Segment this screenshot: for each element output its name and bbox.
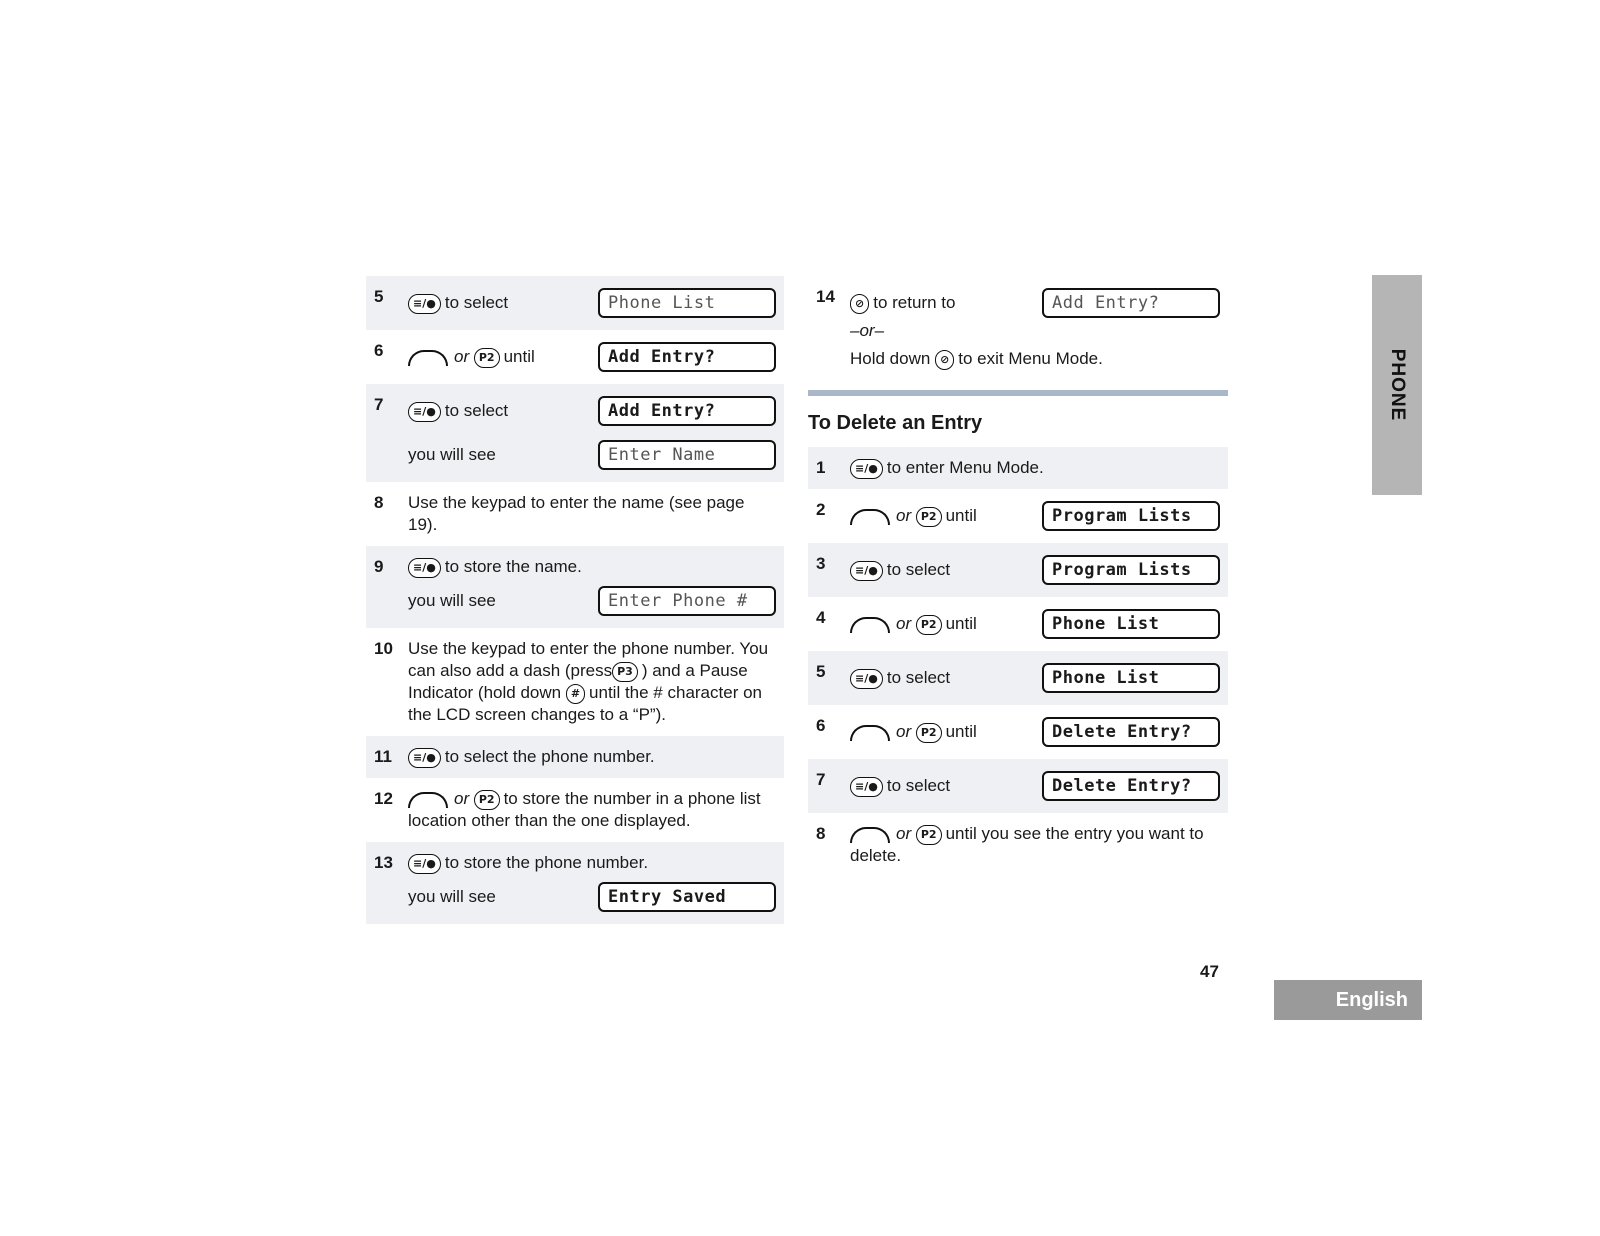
lcd-display: Phone List xyxy=(1042,609,1220,639)
p2-key-icon: P2 xyxy=(916,507,942,527)
step-text: to enter Menu Mode. xyxy=(886,458,1044,477)
step-10 xyxy=(366,628,784,736)
step-number: 5 xyxy=(374,287,384,306)
delete-step-7 xyxy=(808,759,1228,813)
step-13 xyxy=(366,842,784,924)
menu-key-icon: ≡/● xyxy=(850,777,883,797)
step-9 xyxy=(366,546,784,628)
menu-key-icon: ≡/● xyxy=(850,561,883,581)
step-text: to select xyxy=(886,560,951,579)
step-number: 6 xyxy=(374,341,384,360)
step-number: 2 xyxy=(816,500,826,519)
side-tab-label: PHONE xyxy=(1387,348,1408,422)
step-number: 8 xyxy=(374,493,384,512)
step-text: to select xyxy=(444,293,509,312)
lcd-display: Add Entry? xyxy=(598,396,776,426)
step-14 xyxy=(808,276,1228,380)
exit-key-icon: ⊘ xyxy=(850,294,869,314)
step-12 xyxy=(366,778,784,842)
section-side-tab xyxy=(1372,275,1422,495)
or-separator: –or– xyxy=(850,321,885,340)
delete-step-6 xyxy=(808,705,1228,759)
page-number: 47 xyxy=(1200,962,1219,981)
right-column xyxy=(808,276,1228,877)
step-text: to store the number in a phone list location other than the one displayed. xyxy=(408,789,761,830)
or-text: or xyxy=(896,614,912,633)
delete-step-8 xyxy=(808,813,1228,877)
menu-key-icon: ≡/● xyxy=(408,748,441,768)
step-text: to select xyxy=(444,401,509,420)
step-text: to select the phone number. xyxy=(444,747,655,766)
left-column xyxy=(366,276,784,924)
delete-step-4 xyxy=(808,597,1228,651)
step-7 xyxy=(366,384,784,482)
step-text: to return to xyxy=(873,293,956,312)
step-number: 1 xyxy=(816,458,826,477)
menu-key-icon: ≡/● xyxy=(408,854,441,874)
lcd-display: Enter Name xyxy=(598,440,776,470)
step-text-3: until the # character on the LCD screen changes to a “P”). xyxy=(408,683,762,724)
p2-key-icon: P2 xyxy=(474,790,500,810)
p2-key-icon: P2 xyxy=(916,825,942,845)
hash-key-icon: # xyxy=(566,684,585,704)
you-will-see-text: you will see xyxy=(408,591,496,610)
scroll-up-key-icon xyxy=(850,509,890,525)
hold-text-1: Hold down xyxy=(850,349,931,368)
p2-key-icon: P2 xyxy=(474,348,500,368)
you-will-see-text: you will see xyxy=(408,887,496,906)
or-text: or xyxy=(896,506,912,525)
step-8 xyxy=(366,482,784,546)
scroll-up-key-icon xyxy=(850,617,890,633)
step-number: 11 xyxy=(374,747,392,766)
step-number: 8 xyxy=(816,824,826,843)
step-number: 10 xyxy=(374,639,393,658)
lcd-display: Program Lists xyxy=(1042,501,1220,531)
or-text: or xyxy=(454,347,470,366)
lcd-display: Entry Saved xyxy=(598,882,776,912)
scroll-up-key-icon xyxy=(408,350,448,366)
language-tab: English xyxy=(1274,980,1422,1020)
scroll-up-key-icon xyxy=(850,725,890,741)
delete-step-3 xyxy=(808,543,1228,597)
step-number: 7 xyxy=(816,770,826,789)
step-text-2: ) and a Pause Indicator (hold down xyxy=(408,661,748,702)
step-text: to store the name. xyxy=(444,557,582,576)
menu-key-icon: ≡/● xyxy=(408,294,441,314)
step-number: 5 xyxy=(816,662,826,681)
step-text: Use the keypad to enter the name (see page 19). xyxy=(408,493,745,534)
scroll-up-key-icon xyxy=(850,827,890,843)
scroll-up-key-icon xyxy=(408,792,448,808)
step-5 xyxy=(366,276,784,330)
step-number: 3 xyxy=(816,554,826,573)
step-text-1: Use the keypad to enter the phone number. You can also add a dash (press xyxy=(408,639,769,680)
or-text: or xyxy=(454,789,470,808)
or-text: or xyxy=(896,722,912,741)
step-number: 12 xyxy=(374,789,393,808)
menu-key-icon: ≡/● xyxy=(408,402,441,422)
step-11 xyxy=(366,736,784,778)
step-text: until xyxy=(945,722,977,741)
or-text: or xyxy=(896,824,912,843)
you-will-see-text: you will see xyxy=(408,445,496,464)
p3-key-icon: P3 xyxy=(612,662,638,682)
lcd-display: Add Entry? xyxy=(598,342,776,372)
p2-key-icon: P2 xyxy=(916,723,942,743)
hold-text-2: to exit Menu Mode. xyxy=(958,349,1103,368)
delete-step-1 xyxy=(808,447,1228,489)
lcd-display: Add Entry? xyxy=(1042,288,1220,318)
delete-step-5 xyxy=(808,651,1228,705)
menu-key-icon: ≡/● xyxy=(408,558,441,578)
delete-step-2 xyxy=(808,489,1228,543)
step-text: until xyxy=(945,614,977,633)
step-text: until you see the entry you want to delete. xyxy=(850,824,1204,865)
lcd-display: Delete Entry? xyxy=(1042,717,1220,747)
step-number: 9 xyxy=(374,557,384,576)
section-heading: To Delete an Entry xyxy=(808,412,983,434)
step-number: 7 xyxy=(374,395,384,414)
lcd-display: Enter Phone # xyxy=(598,586,776,616)
step-number: 6 xyxy=(816,716,826,735)
step-text: until xyxy=(503,347,535,366)
step-6 xyxy=(366,330,784,384)
section-divider xyxy=(808,390,1228,396)
step-number: 14 xyxy=(816,287,835,306)
lcd-display: Phone List xyxy=(598,288,776,318)
menu-key-icon: ≡/● xyxy=(850,669,883,689)
menu-key-icon: ≡/● xyxy=(850,459,883,479)
step-text: to store the phone number. xyxy=(444,853,649,872)
step-number: 13 xyxy=(374,853,393,872)
step-text: to select xyxy=(886,668,951,687)
step-number: 4 xyxy=(816,608,826,627)
p2-key-icon: P2 xyxy=(916,615,942,635)
step-text: to select xyxy=(886,776,951,795)
exit-key-icon: ⊘ xyxy=(935,350,954,370)
lcd-display: Delete Entry? xyxy=(1042,771,1220,801)
lcd-display: Phone List xyxy=(1042,663,1220,693)
lcd-display: Program Lists xyxy=(1042,555,1220,585)
step-text: until xyxy=(945,506,977,525)
